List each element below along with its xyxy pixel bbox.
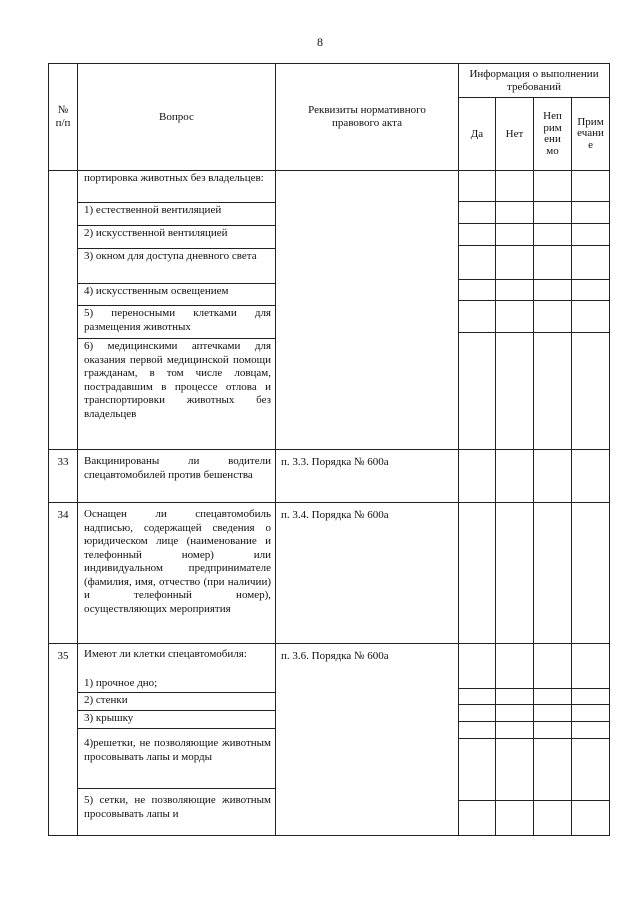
question-item: 2) искусственной вентиляцией [78,225,275,248]
question-cell [78,171,276,450]
page-number: 8 [317,35,323,49]
answer-no-cell[interactable] [496,450,534,503]
row-number [49,171,78,450]
answer-yes-cell[interactable] [459,644,496,836]
question-item: 4)решетки, не позволяющие животным просовывать лапы и морды [78,728,275,788]
row-number: 35 [49,644,78,836]
answer-na-cell[interactable] [534,171,572,450]
answer-no-cell[interactable] [496,644,534,836]
table-row [49,503,610,644]
answer-na-cell[interactable] [534,644,572,836]
header-num: № п/п [49,64,78,171]
header-yes: Да [459,98,496,171]
requisites-cell [276,171,459,450]
header-requisites: Реквизиты нормативного правового акта [276,64,459,171]
table-row [49,171,610,450]
requisites-cell: п. 3.4. Порядка № 600а [276,503,459,644]
header-not-applicable: Неприменимо [534,98,572,171]
answer-na-cell[interactable] [534,503,572,644]
question-item: 6) медицинскими аптечками для оказания первой медицинской помощи гражданам, в том числе ловцам, пострадавшим в процессе отлова и транспортировки животных без владельцев [78,338,275,449]
question-item: 5) переносными клетками для размещения животных [78,305,275,338]
question-cell [78,503,276,644]
row-number: 33 [49,450,78,503]
question-item: Оснащен ли спецавтомобиль надписью, содержащей сведения о юридическом лице (наименование и телефонный номер) или индивидуальном предпринимателе (фамилия, имя, отчество (при наличии) и телефонный номер), осуществляющих мероприятия [84,508,271,615]
question-item: 1) прочное дно; [84,677,158,689]
answer-note-cell[interactable] [572,503,610,644]
answer-no-cell[interactable] [496,171,534,450]
question-cell [78,644,276,836]
requisites-cell: п. 3.3. Порядка № 600а [276,450,459,503]
header-note: Примечание [572,98,610,171]
checklist-table [48,63,610,836]
header-info: Информация о выполнении требований [459,64,610,98]
answer-yes-cell[interactable] [459,171,496,450]
table-row [49,644,610,836]
requisites-cell: п. 3.6. Порядка № 600а [276,644,459,836]
table-row [49,450,610,503]
question-item: 5) сетки, не позволяющие животным просовывать лапы и [78,788,275,822]
question-item: портировка животных без владельцев: [84,172,264,184]
answer-yes-cell[interactable] [459,450,496,503]
answer-note-cell[interactable] [572,171,610,450]
answer-no-cell[interactable] [496,503,534,644]
question-item: 2) стенки [78,692,275,710]
question-item: 4) искусственным освещением [78,283,275,305]
answer-na-cell[interactable] [534,450,572,503]
row-number: 34 [49,503,78,644]
answer-note-cell[interactable] [572,450,610,503]
question-item: 3) окном для доступа дневного света [78,248,275,283]
header-question: Вопрос [78,64,276,171]
answer-yes-cell[interactable] [459,503,496,644]
question-item: Вакцинированы ли водители спецавтомобилей против бешенства [84,455,271,481]
header-no: Нет [496,98,534,171]
question-cell [78,450,276,503]
question-item: Имеют ли клетки спецавтомобиля: [84,648,247,660]
answer-note-cell[interactable] [572,644,610,836]
question-item: 3) крышку [78,710,275,728]
question-item: 1) естественной вентиляцией [78,202,275,225]
